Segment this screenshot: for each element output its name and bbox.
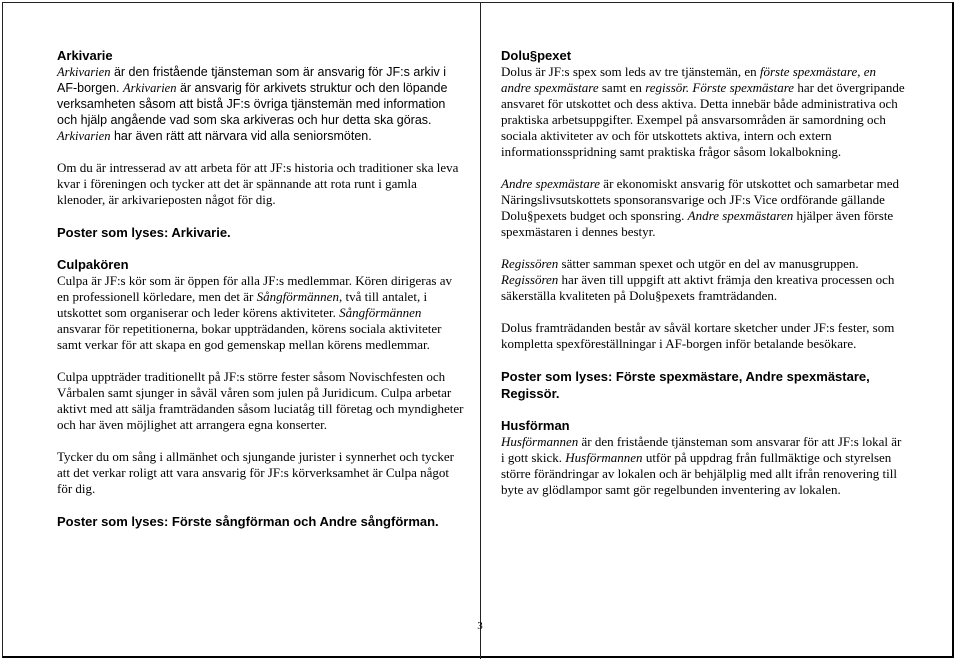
dolu-poster: Poster som lyses: Förste spexmästare, Andre spexmästare, Regissör. (501, 369, 870, 401)
column-divider (480, 2, 481, 659)
section-heading-doluspexet: Dolu§pexet (501, 48, 572, 63)
right-column (501, 48, 905, 498)
term-husformannen: Husförmannen (565, 450, 643, 465)
term-sangformannen: Sångförmännen (339, 305, 422, 320)
term-arkivarien: Arkivarien (57, 129, 111, 143)
term-husformannen: Husförmannen (501, 434, 579, 449)
arkivarie-paragraph-2: Om du är intresserad av att arbeta för att JF:s historia och traditioner ska leva kvar i föreningen och tycker att det är spännande att rota runt i gamla klenoder, är arkivarieposten något för dig. (57, 160, 459, 207)
page-number: 3 (477, 620, 483, 632)
hus-paragraph-1: Husförmannen är den fristående tjänsteman som ansvarar för att JF:s lokal är i gott skick. Husförmannen utför på uppdrag från fullmäktige och styrelsen större förändringar av lokalen och är behjälplig med allt ifrån renovering till byte av glödlampor samt gör regelbunden inventering av lokalen. (501, 434, 902, 497)
term-regissor: regissör. Förste spexmästare (645, 80, 795, 95)
culpa-poster: Poster som lyses: Förste sångförman och Andre sångförman. (57, 514, 439, 529)
dolu-paragraph-2: Andre spexmästare är ekonomiskt ansvarig för utskottet och samarbetar med Näringslivsutskottets sponsoransvarige och JF:s Vice ordförande gällande Dolu§pexets budget och sponsring. Andre spexmästaren hjälper även förste spexmästaren i dennes bestyr. (501, 176, 899, 239)
dolu-paragraph-3: Regissören sätter samman spexet och utgör en del av manusgruppen. Regissören har även till uppgift att aktivt främja den kreativa processen och säkerställa kvaliteten på Dolu§pexets framträdanden. (501, 256, 895, 303)
term-spexmastare: förste spexmästare, en andre spexmästare (501, 64, 877, 95)
term-regissoren: Regissören (501, 256, 559, 271)
arkivarie-paragraph-1: Arkivarien är den fristående tjänsteman som är ansvarig för JF:s arkiv i AF-borgen. Arkivarien är ansvarig för arkivets struktur och den löpande verksamheten såsom att bistå JF:s övriga tjänstemän med information och hjälp angående vad som ska arkiveras och hur detta ska göras. Arkivarien har även rätt att närvara vid alla seniorsmöten. (57, 65, 448, 143)
culpa-paragraph-2: Culpa uppträder traditionellt på JF:s större fester såsom Novischfesten och Vårbalen samt sjunger in såväl våren som julen på Juridicum. Culpa arbetar aktivt med att sälja framträdanden såsom luciatåg till företag och myndigheter och har även möjlighet att arrangera egna konserter. (57, 369, 464, 432)
culpa-paragraph-3: Tycker du om sång i allmänhet och sjungande jurister i synnerhet och tycker att det verkar roligt att vara ansvarig för JF:s körverksamhet är Culpa något för dig. (57, 449, 454, 496)
left-column (57, 48, 464, 530)
dolu-paragraph-4: Dolus framträdanden består av såväl kortare sketcher under JF:s fester, som kompletta spexföreställningar i AF-borgen inför betalande besökare. (501, 320, 895, 351)
dolu-paragraph-1: Dolus är JF:s spex som leds av tre tjänstemän, en förste spexmästare, en andre spexmästare samt en regissör. Förste spexmästare har det övergripande ansvaret för utskottet och dess aktiva. Detta innebär både administrativa och praktiska arbetsuppgifter. Exempel på ansvarsområden är samordning och sociala aktiviteter av och för utskottets aktiva, intern och extern informationsspridning samt praktiska frågor såsom lokalbokning. (501, 64, 905, 159)
section-heading-arkivarie: Arkivarie (57, 48, 113, 63)
term-arkivarien: Arkivarien (57, 65, 111, 79)
term-regissoren: Regissören (501, 272, 559, 287)
term-andre-spexmastare: Andre spexmästare (501, 176, 601, 191)
term-sangformannen: Sångförmännen (256, 289, 339, 304)
section-heading-culpakoren: Culpakören (57, 257, 129, 272)
culpa-paragraph-1: Culpa är JF:s kör som är öppen för alla JF:s medlemmar. Kören dirigeras av en professionell körledare, men det är Sångförmännen, två till antalet, i utskottet som organiserar och leder körens aktiviteter. Sångförmännen ansvarar för repetitionerna, bokar uppträdanden, körens sociala aktiviteter samt verkar för att skapa en god gemenskap mellan körens medlemmar. (57, 273, 452, 352)
term-andre-spexmastaren: Andre spexmästaren (687, 208, 794, 223)
section-heading-husforman: Husförman (501, 418, 570, 433)
arkivarie-poster: Poster som lyses: Arkivarie. (57, 225, 231, 240)
term-arkivarien: Arkivarien (123, 81, 177, 95)
